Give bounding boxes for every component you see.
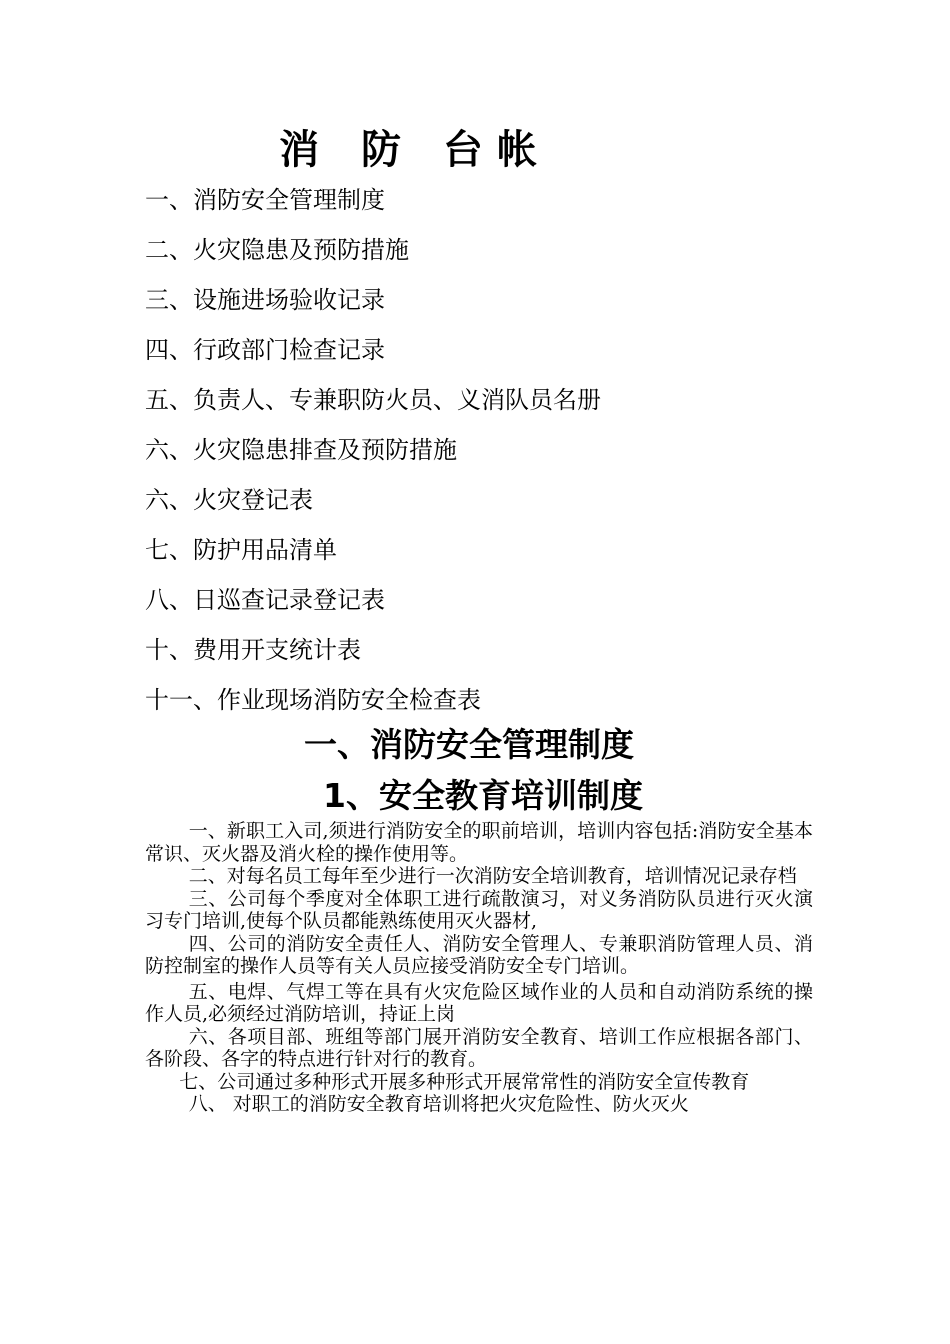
toc-item: 一、消防安全管理制度: [145, 186, 385, 214]
toc-item: 十一、作业现场消防安全检查表: [145, 686, 481, 714]
toc-item: 六、火灾隐患排查及预防措施: [145, 436, 457, 464]
toc-item: 六、火灾登记表: [145, 486, 313, 514]
toc-item: 十、费用开支统计表: [145, 636, 361, 664]
section-body: [145, 820, 813, 1116]
paragraph: 三、公司每个季度对全体职工进行疏散演习，对义务消防队员进行灭火演习专门培训,使每个队员都能熟练使用灭火器材,: [145, 887, 813, 932]
toc-item: 八、日巡查记录登记表: [145, 586, 385, 614]
toc-item: 七、防护用品清单: [145, 536, 337, 564]
paragraph: 二、对每名员工每年至少进行一次消防安全培训教育，培训情况记录存档: [188, 865, 797, 887]
section-heading: 一、消防安全管理制度: [304, 725, 634, 764]
paragraph: 六、各项目部、班组等部门展开消防安全教育、培训工作应根据各部门、各阶段、各字的特点进行针对行的教育。: [145, 1025, 813, 1070]
toc-item: 二、火灾隐患及预防措施: [145, 236, 409, 264]
section-subheading: 1、安全教育培训制度: [323, 776, 643, 815]
paragraph: 五、电焊、气焊工等在具有火灾危险区域作业的人员和自动消防系统的操作人员,必须经过消防培训，持证上岗: [145, 980, 813, 1025]
toc-item: 四、行政部门检查记录: [145, 336, 385, 364]
toc-item: 三、设施进场验收记录: [145, 286, 385, 314]
paragraph: 七、公司通过多种形式开展多种形式开展常常性的消防安全宣传教育: [179, 1070, 750, 1093]
paragraph: 四、公司的消防安全责任人、消防安全管理人、专兼职消防管理人员、消防控制室的操作人员等有关人员应接受消防安全专门培训。: [145, 932, 813, 977]
paragraph: 一、新职工入司,须进行消防安全的职前培训，培训内容包括:消防安全基本常识、灭火器及消火栓的操作使用等。: [145, 820, 813, 865]
document-title: 消 防 台帐: [279, 127, 551, 173]
table-of-contents: [145, 180, 601, 730]
paragraph: 八、 对职工的消防安全教育培训将把火灾危险性、防火灭火: [188, 1093, 689, 1115]
toc-item: 五、负责人、专兼职防火员、义消队员名册: [145, 386, 601, 414]
